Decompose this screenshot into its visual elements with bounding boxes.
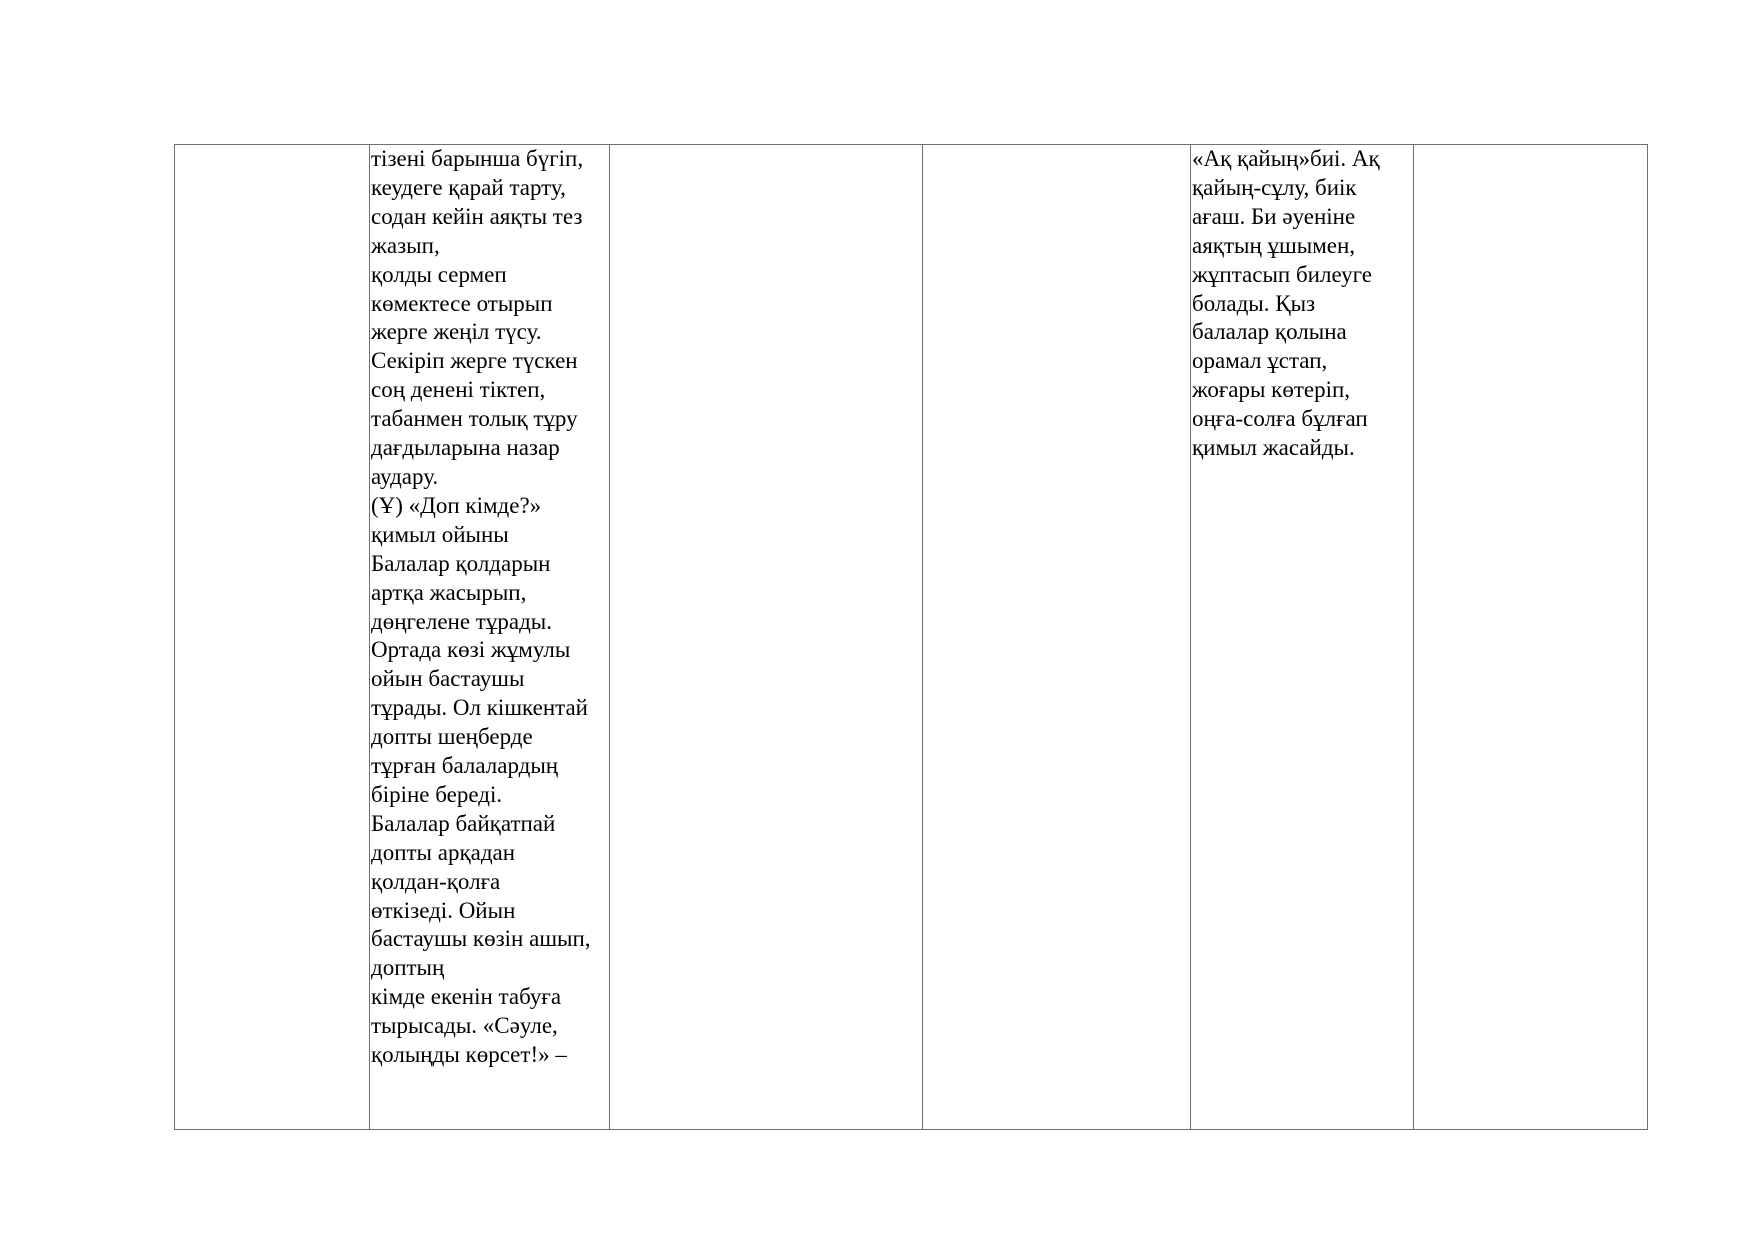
text-line: біріне береді.: [371, 781, 503, 807]
lesson-plan-table: [174, 144, 1648, 1130]
text-line: Балалар қолдарын: [371, 550, 551, 576]
text-line: қимыл ойыны: [371, 521, 509, 547]
text-line: соң денені тіктеп,: [371, 377, 546, 403]
text-line: допты арқадан: [371, 839, 516, 865]
text-line: тырысады. «Сәуле,: [371, 1013, 558, 1039]
text-line: дағдыларына назар: [371, 435, 560, 461]
text-line: қолды сермеп: [371, 261, 507, 287]
text-line: өткізеді. Ойын: [371, 897, 516, 923]
text-line: тұрған балалардың: [371, 753, 559, 779]
text-line: ойын бастаушы: [371, 666, 525, 692]
text-line: қимыл жасайды.: [1192, 435, 1355, 461]
text-line: қолыңды көрсет!» –: [371, 1042, 567, 1068]
table-cell-col5: [1191, 145, 1414, 1130]
text-line: допты шеңберде: [371, 724, 533, 750]
text-line: Секіріп жерге түскен: [371, 348, 578, 374]
table-row: [175, 145, 1648, 1130]
text-line: жұптасып билеуге: [1192, 261, 1372, 287]
text-line: аудару.: [371, 463, 439, 489]
table-cell-col6: [1414, 145, 1648, 1130]
text-line: дөңгелене тұрады.: [371, 608, 552, 634]
text-line: көмектесе отырып: [371, 290, 553, 316]
table-cell-col4: [923, 145, 1191, 1130]
table-cell-col2: [370, 145, 610, 1130]
text-line: балалар қолына: [1192, 319, 1347, 345]
text-line: бастаушы көзін ашып,: [371, 926, 591, 952]
text-line: кеудеге қарай тарту,: [371, 174, 566, 200]
text-line: жоғары көтеріп,: [1192, 377, 1351, 403]
table-cell-col3: [610, 145, 923, 1130]
text-line: табанмен толық тұру: [371, 406, 578, 432]
text-line: аяқтың ұшымен,: [1192, 232, 1356, 258]
text-line: Ортада көзі жұмулы: [371, 637, 571, 663]
text-line: (Ұ) «Доп кімде?»: [371, 492, 542, 518]
text-line: оңға-солға бұлғап: [1192, 406, 1368, 432]
table-cell-col1: [175, 145, 370, 1130]
text-line: тұрады. Ол кішкентай: [371, 695, 588, 721]
text-line: кімде екенін табуға: [371, 984, 562, 1010]
text-line: қолдан-қолға: [371, 868, 501, 894]
text-line: артқа жасырып,: [371, 579, 527, 605]
text-line: жазып,: [371, 232, 440, 258]
text-line: қайың-сұлу, биік: [1192, 174, 1357, 200]
text-line: Балалар байқатпай: [371, 810, 556, 836]
text-line: орамал ұстап,: [1192, 348, 1328, 374]
text-line: содан кейін аяқты тез: [371, 203, 583, 229]
text-line: ағаш. Би әуеніне: [1192, 203, 1356, 229]
text-line: доптың: [371, 955, 445, 981]
text-line: жерге жеңіл түсу.: [371, 319, 542, 345]
text-line: тізені барынша бүгіп,: [371, 146, 584, 171]
text-line: болады. Қыз: [1192, 290, 1316, 316]
text-line: «Ақ қайың»биі. Ақ: [1192, 146, 1380, 171]
